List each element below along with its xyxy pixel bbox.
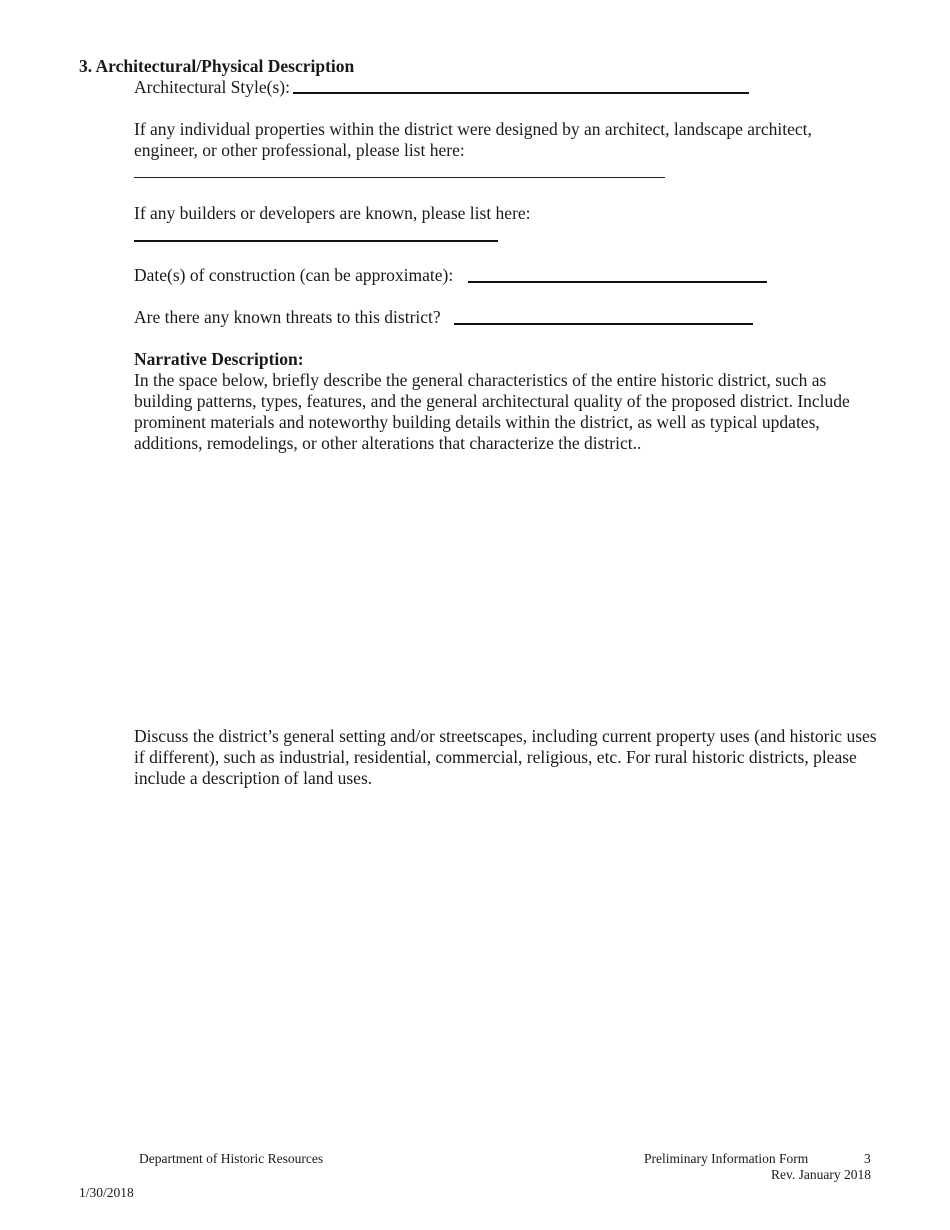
professionals-field[interactable] (134, 177, 665, 178)
narrative-instructions: In the space below, briefly describe the general characteristics of the entire historic district, such as building patterns, types, features, and the general architectural quality of the proposed district. Include prominent materials and noteworthy building details within the district, as well as typical updates, additions, remodelings, or other alterations that characterize the district.. (134, 370, 850, 453)
setting-instructions: Discuss the district’s general setting and/or streetscapes, including current property uses (and historic uses if different), such as industrial, residential, commercial, religious, etc. For rural historic districts, please include a description of land uses. (134, 726, 877, 788)
footer-form-name: Preliminary Information Form (644, 1151, 809, 1166)
professionals-prompt: If any individual properties within the district were designed by an architect, landscape architect, engineer, or other professional, please list here: (134, 119, 812, 160)
architectural-style-field[interactable] (293, 92, 749, 94)
builders-field[interactable] (134, 240, 498, 242)
threats-label: Are there any known threats to this district? (134, 307, 441, 327)
architectural-style-label: Architectural Style(s): (134, 77, 290, 97)
construction-dates-label: Date(s) of construction (can be approximate): (134, 265, 454, 285)
footer-department: Department of Historic Resources (139, 1151, 324, 1166)
narrative-heading: Narrative Description: (134, 349, 304, 369)
threats-field[interactable] (454, 323, 753, 325)
footer-revision: Rev. January 2018 (771, 1167, 871, 1182)
builders-prompt: If any builders or developers are known, please list here: (134, 203, 531, 223)
footer-date: 1/30/2018 (79, 1185, 134, 1200)
setting-response-area[interactable] (134, 800, 879, 1130)
section-title: 3. Architectural/Physical Description (79, 56, 355, 76)
narrative-response-area[interactable] (134, 460, 879, 715)
footer-page-number: 3 (864, 1151, 871, 1166)
construction-dates-field[interactable] (468, 281, 767, 283)
